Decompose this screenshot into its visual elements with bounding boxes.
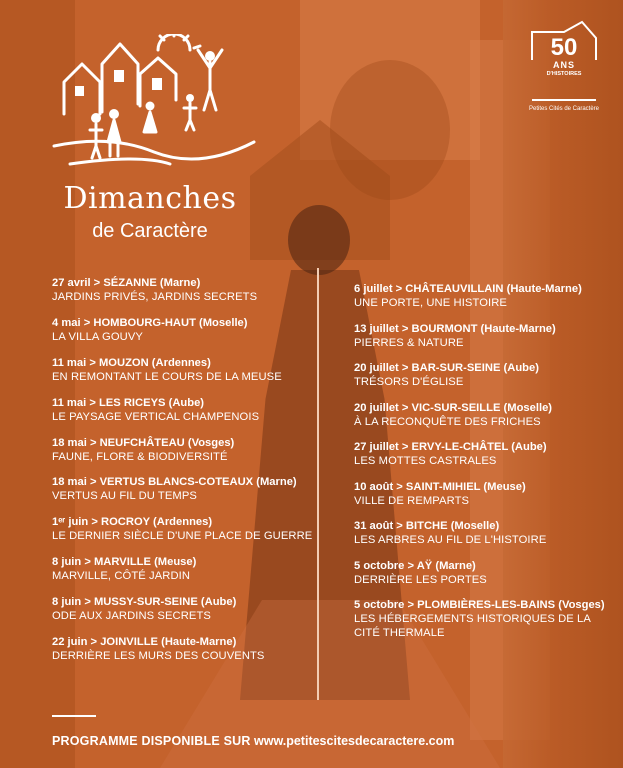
event-heading: 4 mai > HOMBOURG-HAUT (Moselle) bbox=[52, 316, 248, 329]
brand-subtitle: de Caractère bbox=[92, 220, 208, 242]
event-place: MUSSY-SUR-SEINE bbox=[93, 596, 198, 609]
event-item bbox=[354, 362, 616, 389]
event-item bbox=[52, 397, 314, 424]
event-heading: 5 octobre > PLOMBIÈRES-LES-BAINS (Vosges) bbox=[354, 599, 605, 611]
event-date: 4 mai bbox=[52, 316, 81, 329]
event-place: BAR-SUR-SEINE bbox=[411, 362, 501, 374]
event-item bbox=[354, 402, 616, 429]
event-item bbox=[52, 596, 314, 623]
event-title: MARVILLE, CÔTÉ JARDIN bbox=[52, 570, 191, 583]
anniversary-badge bbox=[524, 20, 604, 112]
event-date: 11 mai bbox=[52, 356, 87, 369]
event-place: ROCROY bbox=[101, 516, 150, 529]
event-region: (Meuse) bbox=[483, 480, 526, 493]
event-place: LES RICEYS bbox=[98, 396, 166, 409]
footer-rule bbox=[52, 715, 96, 717]
event-region: (Ardennes) bbox=[153, 516, 213, 529]
event-item bbox=[52, 516, 314, 543]
event-title: LA VILLA GOUVY bbox=[52, 330, 143, 343]
event-place: SAINT-MIHIEL bbox=[405, 480, 481, 493]
event-region: (Moselle) bbox=[199, 316, 248, 329]
event-date: 5 octobre bbox=[354, 559, 405, 572]
event-heading: 1ᵉʳ juin > ROCROY (Ardennes) bbox=[52, 516, 213, 529]
event-region: (Haute-Marne) bbox=[161, 636, 237, 649]
event-title: DERRIÈRE LES MURS DES COUVENTS bbox=[52, 650, 265, 663]
badge-organization: Petites Cités de Caractère bbox=[528, 106, 600, 112]
village-logo-icon bbox=[50, 34, 260, 174]
event-region: (Aube) bbox=[511, 441, 547, 453]
event-date: 8 juin bbox=[52, 556, 82, 569]
event-date: 22 juin bbox=[52, 636, 88, 649]
footer-url[interactable]: www.petitescitesdecaractere.com bbox=[254, 734, 455, 748]
event-title: UNE PORTE, UNE HISTOIRE bbox=[354, 297, 507, 309]
event-title: LES HÉBERGEMENTS HISTORIQUES DE LA CITÉ THERMALE bbox=[354, 613, 591, 639]
event-title: LE DERNIER SIÈCLE D'UNE PLACE DE GUERRE bbox=[52, 530, 313, 543]
event-region: (Vosges) bbox=[187, 436, 235, 449]
event-date: 20 juillet bbox=[354, 362, 399, 374]
badge-number: 50 bbox=[550, 34, 578, 61]
event-place: VERTUS BLANCS-COTEAUX bbox=[99, 476, 254, 489]
event-region: (Marne) bbox=[256, 476, 297, 489]
event-item bbox=[354, 283, 616, 310]
event-title: PIERRES & NATURE bbox=[354, 336, 464, 349]
event-item bbox=[52, 357, 314, 384]
event-item bbox=[52, 437, 314, 464]
event-title: VILLE DE REMPARTS bbox=[354, 494, 470, 507]
event-title: DERRIÈRE LES PORTES bbox=[354, 573, 487, 586]
event-place: HOMBOURG-HAUT bbox=[93, 316, 196, 329]
event-heading: 18 mai > NEUFCHÂTEAU (Vosges) bbox=[52, 436, 235, 449]
event-title: ODE AUX JARDINS SECRETS bbox=[52, 610, 211, 623]
event-item bbox=[354, 520, 616, 547]
event-place: MARVILLE bbox=[93, 556, 151, 569]
event-place: AŸ bbox=[416, 559, 433, 572]
event-place: NEUFCHÂTEAU bbox=[99, 436, 185, 449]
event-region: (Moselle) bbox=[450, 520, 500, 532]
badge-histoires: D'HISTOIRES bbox=[546, 71, 582, 77]
event-region: (Aube) bbox=[200, 596, 237, 609]
event-heading: 31 août > BITCHE (Moselle) bbox=[354, 520, 500, 532]
event-heading: 18 mai > VERTUS BLANCS-COTEAUX (Marne) bbox=[52, 476, 297, 489]
event-region: (Marne) bbox=[159, 277, 201, 289]
event-date: 13 juillet bbox=[354, 322, 399, 335]
event-item bbox=[354, 441, 616, 468]
event-region: (Marne) bbox=[435, 559, 476, 572]
footer-label: PROGRAMME DISPONIBLE SUR bbox=[52, 734, 251, 748]
event-region: (Haute-Marne) bbox=[480, 322, 556, 335]
event-place: MOUZON bbox=[98, 356, 149, 369]
events-right-column bbox=[354, 283, 616, 653]
event-place: ERVY-LE-CHÂTEL bbox=[411, 441, 509, 453]
event-heading: 5 octobre > AŸ (Marne) bbox=[354, 559, 476, 572]
event-heading: 11 mai > LES RICEYS (Aube) bbox=[52, 396, 205, 409]
event-date: 31 août bbox=[354, 520, 394, 532]
event-item bbox=[52, 636, 314, 663]
event-heading: 13 juillet > BOURMONT (Haute-Marne) bbox=[354, 322, 556, 335]
event-heading: 27 juillet > ERVY-LE-CHÂTEL (Aube) bbox=[354, 441, 547, 453]
event-region: (Meuse) bbox=[154, 556, 197, 569]
event-date: 10 août bbox=[354, 480, 394, 493]
event-title: FAUNE, FLORE & BIODIVERSITÉ bbox=[52, 450, 228, 463]
event-item bbox=[52, 476, 314, 503]
event-title: LES ARBRES AU FIL DE L'HISTOIRE bbox=[354, 534, 547, 546]
events-left-column bbox=[52, 277, 314, 676]
event-date: 8 juin bbox=[52, 596, 82, 609]
event-date: 27 juillet bbox=[354, 441, 399, 453]
event-title: LES MOTTES CASTRALES bbox=[354, 455, 497, 467]
event-title: JARDINS PRIVÉS, JARDINS SECRETS bbox=[52, 291, 258, 303]
event-region: (Vosges) bbox=[558, 599, 605, 611]
event-item bbox=[354, 599, 616, 640]
footer bbox=[52, 734, 612, 748]
event-item bbox=[52, 317, 314, 344]
event-region: (Aube) bbox=[168, 396, 205, 409]
event-place: SÉZANNE bbox=[103, 277, 157, 289]
event-region: (Ardennes) bbox=[151, 356, 211, 369]
event-region: (Haute-Marne) bbox=[506, 283, 582, 295]
event-heading: 8 juin > MUSSY-SUR-SEINE (Aube) bbox=[52, 596, 237, 609]
event-place: CHÂTEAUVILLAIN bbox=[405, 283, 504, 295]
badge-ans: ANS bbox=[552, 60, 575, 70]
event-region: (Moselle) bbox=[503, 401, 553, 414]
event-heading: 11 mai > MOUZON (Ardennes) bbox=[52, 356, 211, 369]
event-date: 6 juillet bbox=[354, 283, 393, 295]
event-item bbox=[354, 481, 616, 508]
event-item bbox=[52, 556, 314, 583]
event-item bbox=[52, 277, 314, 304]
event-date: 27 avril bbox=[52, 277, 91, 289]
event-place: VIC-SUR-SEILLE bbox=[411, 401, 501, 414]
event-title: À LA RECONQUÊTE DES FRICHES bbox=[354, 415, 541, 428]
event-heading: 20 juillet > VIC-SUR-SEILLE (Moselle) bbox=[354, 401, 553, 414]
event-heading: 8 juin > MARVILLE (Meuse) bbox=[52, 556, 197, 569]
event-place: PLOMBIÈRES-LES-BAINS bbox=[417, 599, 556, 611]
event-heading: 27 avril > SÉZANNE (Marne) bbox=[52, 277, 201, 289]
event-title: TRÉSORS D'ÉGLISE bbox=[354, 376, 464, 388]
event-item bbox=[354, 560, 616, 587]
event-heading: 6 juillet > CHÂTEAUVILLAIN (Haute-Marne) bbox=[354, 283, 582, 295]
event-place: BOURMONT bbox=[411, 322, 478, 335]
event-heading: 20 juillet > BAR-SUR-SEINE (Aube) bbox=[354, 362, 539, 374]
event-title: EN REMONTANT LE COURS DE LA MEUSE bbox=[52, 370, 282, 383]
event-heading: 22 juin > JOINVILLE (Haute-Marne) bbox=[52, 636, 237, 649]
event-date: 11 mai bbox=[52, 396, 87, 409]
event-place: BITCHE bbox=[405, 520, 448, 532]
event-title: LE PAYSAGE VERTICAL CHAMPENOIS bbox=[52, 410, 260, 423]
column-divider bbox=[317, 268, 319, 700]
event-place: JOINVILLE bbox=[100, 636, 158, 649]
event-title: VERTUS AU FIL DU TEMPS bbox=[52, 490, 197, 503]
brand-title: Dimanches bbox=[63, 181, 237, 216]
event-heading: 10 août > SAINT-MIHIEL (Meuse) bbox=[354, 480, 526, 493]
event-region: (Aube) bbox=[503, 362, 539, 374]
event-item bbox=[354, 323, 616, 350]
event-date: 20 juillet bbox=[354, 401, 399, 414]
event-date: 5 octobre bbox=[354, 599, 405, 611]
event-date: 18 mai bbox=[52, 476, 87, 489]
event-date: 1ᵉʳ juin bbox=[52, 516, 89, 529]
event-date: 18 mai bbox=[52, 436, 87, 449]
